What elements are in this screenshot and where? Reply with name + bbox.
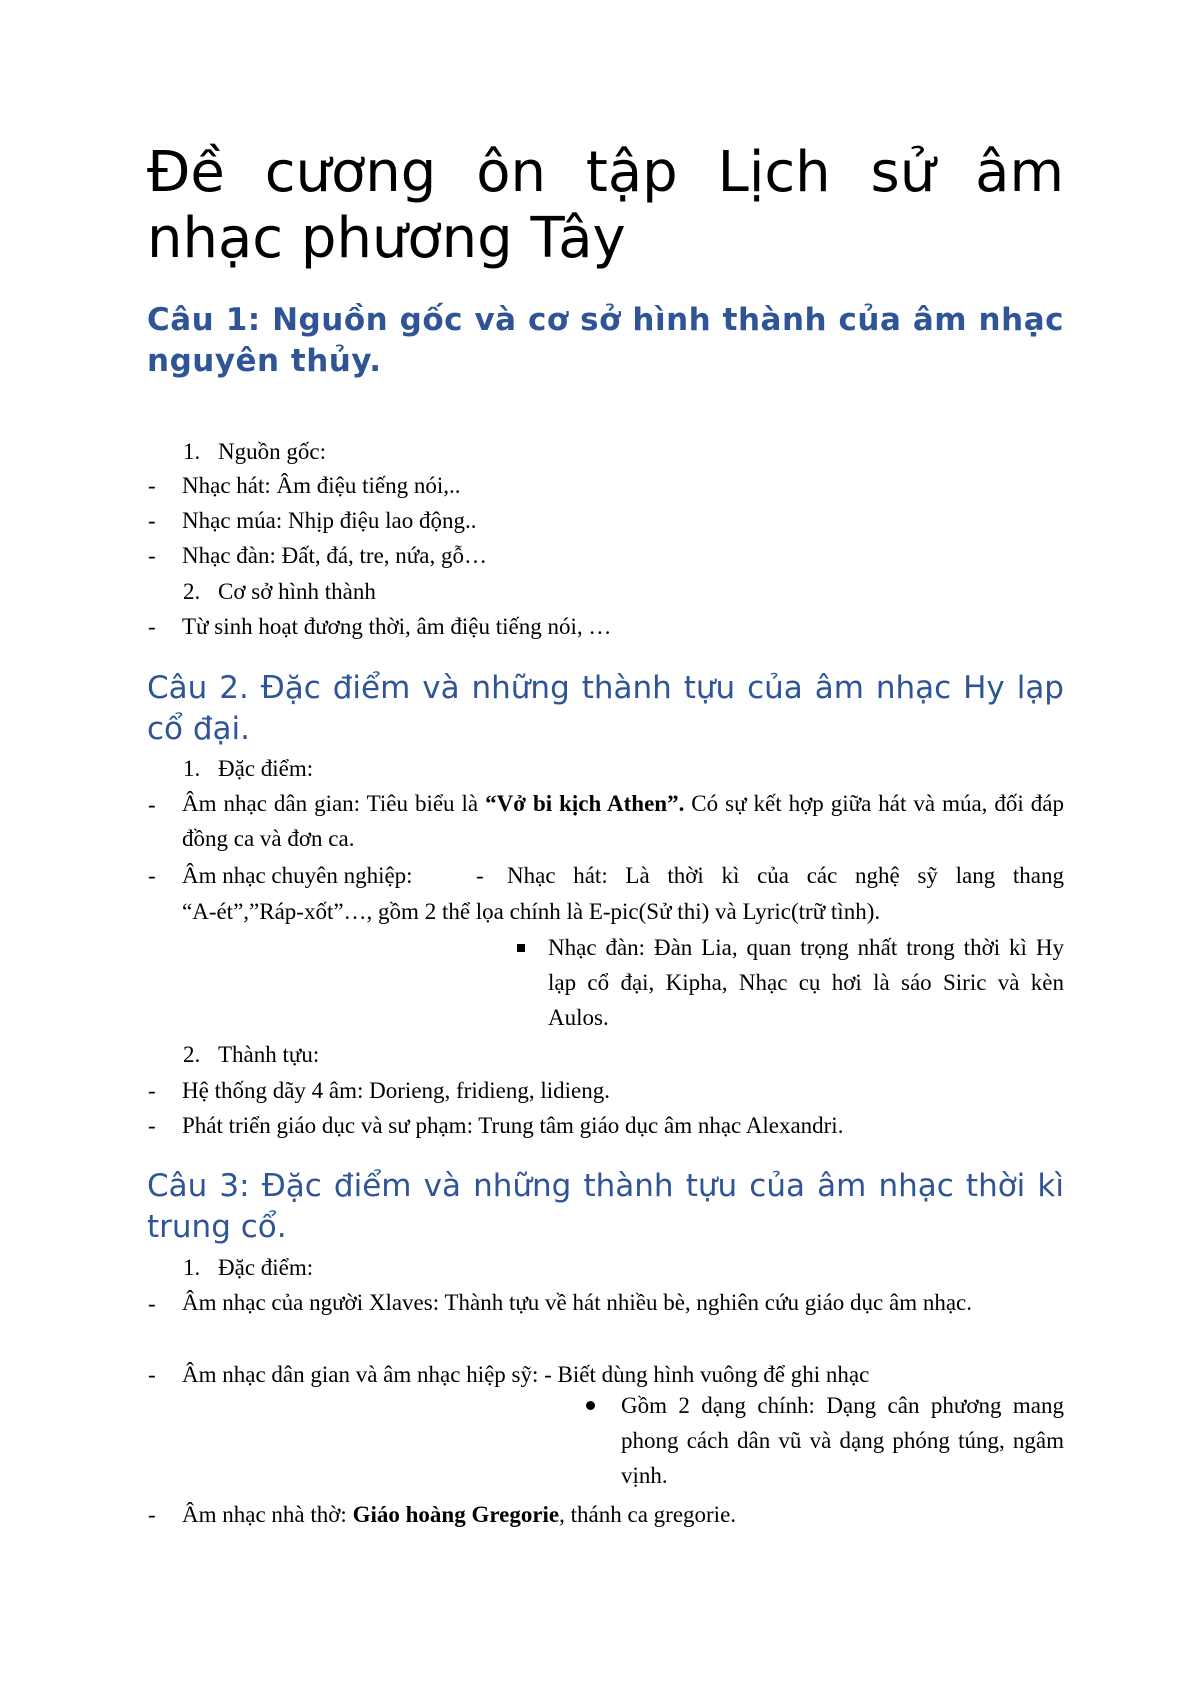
q2-item-1: Đặc điểm: [218,756,314,781]
q2-bullet-1-emphasis: “Vở bi kịch Athen”. [485,791,685,816]
q2-item-2-number: 2. [183,1042,201,1067]
q1-item-2-number: 2. [183,579,201,604]
q2-bullet-2-label: Âm nhạc chuyên nghiệp: [182,863,413,888]
document-title: Đề cương ôn tập Lịch sử âm nhạc phương Tây [147,140,1064,271]
q2-sub-bullet: Nhạc đàn: Đàn Lia, quan trọng nhất trong thời kì Hy lạp cổ đại, Kipha, Nhạc cụ hơi là sáo Siric và kèn Aulos. [548,935,1064,1030]
dash-marker: - [148,508,156,533]
q2-bullet-2-text: Nhạc hát: Là thời kì của các nghệ sỹ lang thang [507,863,1064,888]
q2-item-1-number: 1. [183,756,201,781]
q2-bullet-1-rest: Có sự kết hợp giữa hát và múa, đối đáp đồng ca và đơn ca. [182,791,1064,851]
square-bullet-icon [517,944,525,952]
dash-marker: - [148,1502,156,1527]
dash-marker: - [148,1113,156,1138]
q1-bullet-2: Nhạc múa: Nhịp điệu lao động.. [182,508,477,533]
q1-bullet-3: Nhạc đàn: Đất, đá, tre, nứa, gỗ… [182,543,487,568]
q2-bullet-1-text: Âm nhạc dân gian: Tiêu biểu là [182,791,486,816]
dash-marker: - [148,1362,156,1387]
q2-sub-dash: - [476,863,484,888]
round-bullet-icon [586,1401,595,1410]
q2-bullet-2-continuation: “A-ét”,”Ráp-xốt”…, gồm 2 thể lọa chính là E-pic(Sử thi) và Lyric(trữ tình). [182,899,881,924]
q3-bullet-3 [182,1499,736,1531]
question-1-heading: Câu 1: Nguồn gốc và cơ sở hình thành của âm nhạc nguyên thủy. [147,302,1064,379]
q2-bullet-3: Hệ thống dãy 4 âm: Dorieng, fridieng, lidieng. [182,1078,610,1103]
q2-bullet-4: Phát triển giáo dục và sư phạm: Trung tâm giáo dục âm nhạc Alexandri. [182,1113,844,1138]
q3-bullet-1: Âm nhạc của người Xlaves: Thành tựu về hát nhiều bè, nghiên cứu giáo dục âm nhạc. [182,1290,973,1315]
q1-item-1-number: 1. [183,439,201,464]
dash-marker: - [148,1078,156,1103]
dash-marker: - [148,792,156,817]
dash-marker: - [148,1291,156,1316]
question-3-heading: Câu 3: Đặc điểm và những thành tựu của âm nhạc thời kì trung cổ. [147,1168,1064,1245]
dash-marker: - [148,473,156,498]
q3-item-1: Đặc điểm: [218,1255,314,1280]
q1-bullet-1: Nhạc hát: Âm điệu tiếng nói,.. [182,473,461,498]
q3-item-1-number: 1. [183,1255,201,1280]
q3-sub-bullet: Gồm 2 dạng chính: Dạng cân phương mang phong cách dân vũ và dạng phóng túng, ngâm vịnh. [621,1393,1064,1488]
dash-marker: - [148,614,156,639]
q1-item-2: Cơ sở hình thành [218,579,376,604]
q2-bullet-1 [182,786,1064,856]
question-2-heading: Câu 2. Đặc điểm và những thành tựu của âm nhạc Hy lạp cổ đại. [147,670,1064,747]
q3-bullet-3-text: Âm nhạc nhà thờ: [182,1502,353,1527]
q2-item-2: Thành tựu: [218,1042,320,1067]
q1-bullet-4: Từ sinh hoạt đương thời, âm điệu tiếng nói, … [182,614,612,639]
dash-marker: - [148,543,156,568]
q3-bullet-2: Âm nhạc dân gian và âm nhạc hiệp sỹ: - Biết dùng hình vuông để ghi nhạc [182,1362,870,1387]
q3-bullet-3-rest: , thánh ca gregorie. [559,1502,737,1527]
q1-item-1: Nguồn gốc: [218,439,326,464]
q3-bullet-3-emphasis: Giáo hoàng Gregorie [352,1502,560,1527]
dash-marker: - [148,863,156,888]
